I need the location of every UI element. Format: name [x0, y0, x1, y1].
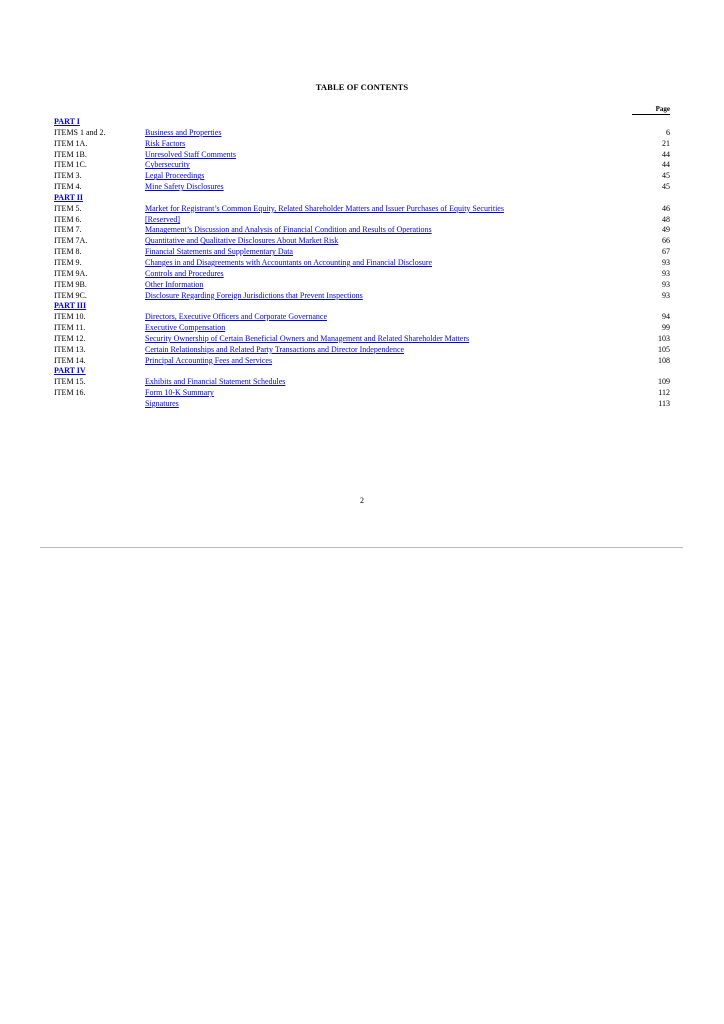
item-number-label: ITEM 5.: [54, 203, 82, 213]
toc-item-row: [54, 399, 670, 410]
toc-item-row: [54, 258, 670, 269]
page-column-header: Page: [655, 105, 670, 113]
toc-item-row: [54, 150, 670, 161]
item-title-link[interactable]: Certain Relationships and Related Party Transactions and Director Independence: [145, 344, 405, 354]
item-title-link[interactable]: Cybersecurity: [145, 160, 190, 170]
toc-item-row: [54, 236, 670, 247]
item-title-link[interactable]: Business and Properties: [145, 127, 222, 137]
item-number-label: ITEM 1B.: [54, 149, 87, 159]
item-number-label: ITEM 1C.: [54, 160, 87, 170]
item-page-number: 99: [662, 323, 670, 333]
item-title-link[interactable]: Exhibits and Financial Statement Schedules: [145, 377, 286, 387]
item-page-number: 67: [662, 247, 670, 257]
item-page-number: 93: [662, 279, 670, 289]
item-title-link[interactable]: Mine Safety Disclosures: [145, 182, 224, 192]
item-page-number: 45: [662, 171, 670, 181]
item-title-link[interactable]: Form 10-K Summary: [145, 388, 214, 398]
item-page-number: 94: [662, 312, 670, 322]
item-number-label: ITEM 1A.: [54, 138, 88, 148]
toc-item-row: [54, 160, 670, 171]
item-page-number: 46: [662, 203, 670, 213]
toc-item-row: [54, 269, 670, 280]
toc-item-row: [54, 323, 670, 334]
item-number-label: ITEM 12.: [54, 333, 86, 343]
item-number-label: ITEM 15.: [54, 377, 86, 387]
item-page-number: 93: [662, 290, 670, 300]
item-number-label: ITEM 7A.: [54, 236, 88, 246]
item-page-number: 45: [662, 182, 670, 192]
toc-item-row: [54, 291, 670, 302]
part-heading-row: [54, 193, 670, 204]
footer-page-number: 2: [360, 496, 364, 505]
item-page-number: 93: [662, 268, 670, 278]
item-title-link[interactable]: Directors, Executive Officers and Corporate Governance: [145, 312, 327, 322]
item-number-label: ITEM 11.: [54, 323, 86, 333]
page-column-header-underline: [632, 114, 670, 115]
item-title-link[interactable]: [Reserved]: [145, 214, 181, 224]
toc-item-row: [54, 182, 670, 193]
part-heading-link[interactable]: PART I: [54, 117, 80, 126]
toc-item-row: [54, 247, 670, 258]
item-title-link[interactable]: Security Ownership of Certain Beneficial Owners and Management and Related Shareholder Matters: [145, 333, 470, 343]
part-heading-row: [54, 117, 670, 128]
item-title-link[interactable]: Changes in and Disagreements with Accountants on Accounting and Financial Disclosure: [145, 257, 433, 267]
item-title-link[interactable]: Controls and Procedures: [145, 268, 224, 278]
item-title-link[interactable]: Quantitative and Qualitative Disclosures About Market Risk: [145, 236, 339, 246]
part-heading-link[interactable]: PART III: [54, 301, 87, 311]
item-page-number: 93: [662, 257, 670, 267]
item-page-number: 44: [662, 160, 670, 170]
item-page-number: 109: [658, 377, 670, 387]
toc-item-row: [54, 215, 670, 226]
item-page-number: 44: [662, 149, 670, 159]
item-title-link[interactable]: Signatures: [145, 398, 179, 408]
toc-item-row: [54, 225, 670, 236]
toc-item-row: [54, 388, 670, 399]
item-number-label: ITEM 4.: [54, 182, 82, 192]
toc-item-row: [54, 345, 670, 356]
toc-item-row: [54, 280, 670, 291]
part-heading-link[interactable]: PART II: [54, 192, 83, 202]
item-number-label: ITEMS 1 and 2.: [54, 127, 106, 137]
item-page-number: 6: [666, 127, 670, 137]
toc-list: [54, 117, 670, 410]
item-title-link[interactable]: Market for Registrant’s Common Equity, Related Shareholder Matters and Issuer Purchases of Equity Securities: [145, 203, 504, 213]
toc-item-row: [54, 171, 670, 182]
toc-item-row: [54, 334, 670, 345]
item-number-label: ITEM 3.: [54, 171, 82, 181]
toc-item-row: [54, 356, 670, 367]
item-page-number: 108: [658, 355, 670, 365]
item-page-number: 112: [658, 388, 670, 398]
item-title-link[interactable]: Unresolved Staff Comments: [145, 149, 236, 159]
item-title-link[interactable]: Principal Accounting Fees and Services: [145, 355, 273, 365]
item-title-link[interactable]: Executive Compensation: [145, 323, 226, 333]
part-heading-link[interactable]: PART IV: [54, 366, 86, 376]
item-number-label: ITEM 9.: [54, 257, 82, 267]
item-number-label: ITEM 10.: [54, 312, 86, 322]
item-number-label: ITEM 16.: [54, 388, 86, 398]
page-divider: [40, 547, 683, 548]
toc-item-row: [54, 377, 670, 388]
item-page-number: 21: [662, 138, 670, 148]
item-title-link[interactable]: Disclosure Regarding Foreign Jurisdictions that Prevent Inspections: [145, 290, 363, 300]
item-number-label: ITEM 8.: [54, 247, 82, 257]
item-page-number: 48: [662, 214, 670, 224]
item-page-number: 66: [662, 236, 670, 246]
item-title-link[interactable]: Risk Factors: [145, 138, 186, 148]
part-heading-row: [54, 301, 670, 312]
item-page-number: 49: [662, 225, 670, 235]
toc-title: TABLE OF CONTENTS: [315, 82, 409, 92]
item-page-number: 105: [658, 344, 670, 354]
toc-item-row: [54, 128, 670, 139]
toc-item-row: [54, 204, 670, 215]
part-heading-row: [54, 366, 670, 377]
item-number-label: ITEM 14.: [54, 355, 86, 365]
item-number-label: ITEM 13.: [54, 344, 86, 354]
item-number-label: ITEM 9A.: [54, 268, 88, 278]
item-number-label: ITEM 9C.: [54, 290, 87, 300]
item-title-link[interactable]: Legal Proceedings: [145, 171, 205, 181]
item-number-label: ITEM 6.: [54, 214, 82, 224]
item-title-link[interactable]: Management’s Discussion and Analysis of Financial Condition and Results of Operations: [145, 225, 432, 235]
item-number-label: ITEM 9B.: [54, 279, 87, 289]
item-title-link[interactable]: Financial Statements and Supplementary Data: [145, 247, 293, 257]
item-title-link[interactable]: Other Information: [145, 279, 204, 289]
item-page-number: 113: [658, 398, 670, 408]
item-number-label: ITEM 7.: [54, 225, 82, 235]
toc-item-row: [54, 139, 670, 150]
item-page-number: 103: [658, 333, 670, 343]
toc-item-row: [54, 312, 670, 323]
